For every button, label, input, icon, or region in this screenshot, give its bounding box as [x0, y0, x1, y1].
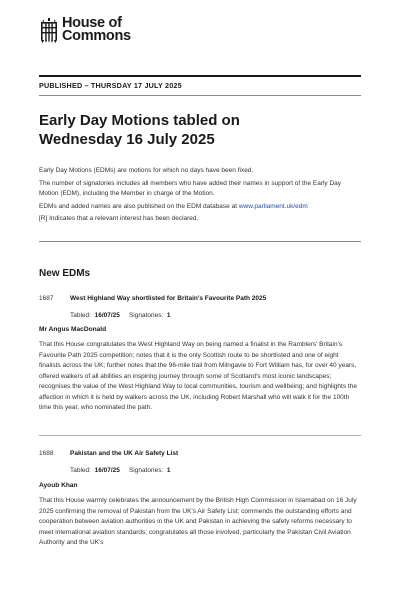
title-line-1: Early Day Motions tabled on: [39, 112, 240, 129]
motion-number: 1688: [39, 450, 54, 457]
motion-header: [39, 450, 178, 457]
published-date: PUBLISHED – THURSDAY 17 JULY 2025: [39, 81, 182, 90]
signatories-count: 1: [166, 312, 171, 319]
motion-meta: [70, 312, 171, 319]
portcullis-icon: [39, 18, 59, 44]
signatories-label: Signatories:: [128, 312, 164, 319]
logo-line-1: House of: [62, 15, 122, 31]
motion-separator: [39, 435, 361, 436]
motion-text: That this House congratulates the West Highland Way on being named a finalist in the Ramblers' Britain's Favourite Path 2025 competition; notes that it is the only Scottish route to be shortlisted and one of eight finalists across the UK; further notes that the 96-mile trail from Milngavie to Fort William has, for over 40 years, offered walkers of all abilities an inspiring journey through some of Scotland's most iconic landscapes; recognises the value of the West Highland Way to local communities, tourism and wellbeing; and highlights the affection in which it is held by walkers across the UK, including Robert Marshall who will walk it for the 100th time this year, who nominated the path.: [39, 341, 357, 411]
signatories-label: Signatories:: [128, 467, 164, 474]
tabled-date: 16/07/25: [94, 467, 120, 474]
page-title: [39, 111, 361, 149]
motion-text: That this House warmly celebrates the announcement by the British High Commission in Islamabad on 16 July 2025 confirming the removal of Pakistan from the UK's Air Safety List; commends the outstanding efforts and cooperation between aviation authorities in the UK and Pakistan in achieving the safety reforms necessary to meet international aviation standards; congratulates all those involved, particularly the Pakistan Civil Aviation Authority and the UK's: [39, 497, 357, 546]
motion-header: [39, 295, 266, 302]
house-of-commons-logo: [39, 17, 131, 44]
intro-paragraph-3: [39, 202, 361, 213]
tabled-label: Tabled:: [70, 467, 91, 474]
intro-paragraph-1: Early Day Motions (EDMs) are motions for which no days have been fixed.: [39, 167, 254, 174]
motion-meta: [70, 467, 171, 474]
motion-title: Pakistan and the UK Air Safety List: [70, 450, 179, 457]
tabled-date: 16/07/25: [94, 312, 120, 319]
section-rule: [39, 241, 361, 242]
signatories-count: 1: [166, 467, 171, 474]
intro-paragraph-3-text: EDMs and added names are also published on the EDM database at: [39, 202, 239, 210]
edm-database-link[interactable]: www.parliament.uk/edm: [238, 202, 308, 210]
top-rule: [39, 75, 361, 77]
member-name: Ayoub Khan: [39, 482, 78, 489]
motion-title: West Highland Way shortlisted for Britain's Favourite Path 2025: [70, 295, 267, 302]
section-heading: New EDMs: [39, 268, 91, 279]
intro-paragraph-4: [R] Indicates that a relevant interest has been declared.: [39, 215, 199, 222]
intro-notes: [39, 166, 361, 227]
tabled-label: Tabled:: [70, 312, 91, 319]
intro-paragraph-2: The number of signatories includes all members who have added their names in support of the Early Day Motion (EDM), including the Member in charge of the Motion.: [39, 179, 342, 197]
title-line-2: Wednesday 16 July 2025: [39, 131, 215, 148]
member-name: Mr Angus MacDonald: [39, 326, 107, 333]
published-rule: [39, 95, 361, 96]
motion-number: 1687: [39, 295, 54, 302]
logo-wordmark: [62, 17, 131, 43]
logo-line-2: Commons: [62, 28, 131, 44]
